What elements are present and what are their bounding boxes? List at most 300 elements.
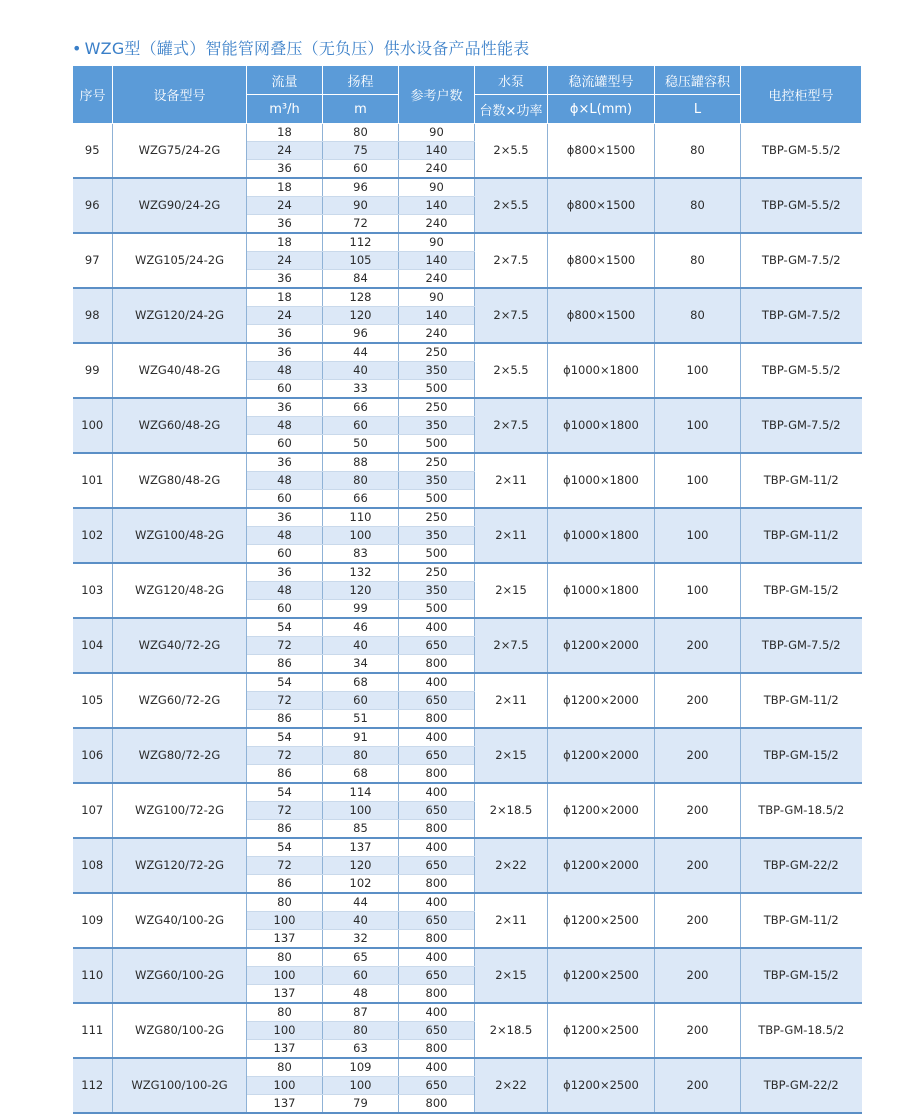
cell-flow: 100	[247, 967, 323, 985]
cell-head: 44	[323, 893, 399, 912]
cell-households: 800	[399, 1095, 475, 1114]
cell-flow: 36	[247, 343, 323, 362]
cell-pump: 2×11	[475, 893, 548, 948]
table-row	[73, 728, 862, 747]
cell-cabinet: TBP-GM-7.5/2	[741, 288, 862, 343]
cell-pump: 2×7.5	[475, 618, 548, 673]
cell-flow: 80	[247, 893, 323, 912]
cell-households: 400	[399, 728, 475, 747]
cell-flow: 86	[247, 710, 323, 729]
cell-households: 140	[399, 307, 475, 325]
cell-flow: 72	[247, 637, 323, 655]
header-flow: 流量	[247, 66, 323, 95]
cell-seq: 105	[73, 673, 113, 728]
cell-households: 350	[399, 417, 475, 435]
header-seq: 序号	[73, 66, 113, 124]
cell-head: 66	[323, 398, 399, 417]
cell-flow: 137	[247, 930, 323, 949]
cell-volume: 80	[655, 288, 741, 343]
cell-pump: 2×7.5	[475, 398, 548, 453]
table-row-group	[73, 343, 862, 398]
cell-head: 60	[323, 692, 399, 710]
cell-volume: 200	[655, 673, 741, 728]
cell-head: 112	[323, 233, 399, 252]
cell-model: WZG80/100-2G	[113, 1003, 247, 1058]
cell-households: 650	[399, 912, 475, 930]
cell-households: 400	[399, 1058, 475, 1077]
cell-households: 400	[399, 1003, 475, 1022]
cell-households: 400	[399, 783, 475, 802]
cell-volume: 200	[655, 1058, 741, 1113]
cell-model: WZG40/48-2G	[113, 343, 247, 398]
cell-pump: 2×18.5	[475, 783, 548, 838]
table-row	[73, 178, 862, 197]
cell-flow: 80	[247, 948, 323, 967]
table-row-group	[73, 508, 862, 563]
cell-cabinet: TBP-GM-15/2	[741, 728, 862, 783]
cell-tank: ϕ1000×1800	[548, 398, 655, 453]
cell-tank: ϕ1200×2500	[548, 1003, 655, 1058]
cell-flow: 60	[247, 380, 323, 399]
cell-flow: 54	[247, 783, 323, 802]
cell-households: 650	[399, 637, 475, 655]
cell-flow: 18	[247, 178, 323, 197]
cell-flow: 48	[247, 362, 323, 380]
cell-tank: ϕ1200×2000	[548, 783, 655, 838]
cell-seq: 101	[73, 453, 113, 508]
table-header	[73, 66, 862, 124]
cell-flow: 54	[247, 618, 323, 637]
cell-head: 120	[323, 307, 399, 325]
cell-tank: ϕ1000×1800	[548, 453, 655, 508]
cell-households: 250	[399, 563, 475, 582]
cell-flow: 72	[247, 857, 323, 875]
cell-model: WZG75/24-2G	[113, 124, 247, 179]
cell-head: 87	[323, 1003, 399, 1022]
cell-households: 800	[399, 655, 475, 674]
cell-households: 400	[399, 618, 475, 637]
cell-head: 65	[323, 948, 399, 967]
cell-seq: 102	[73, 508, 113, 563]
cell-flow: 137	[247, 1095, 323, 1114]
table-row	[73, 1058, 862, 1077]
cell-head: 99	[323, 600, 399, 619]
cell-pump: 2×7.5	[475, 233, 548, 288]
cell-flow: 36	[247, 215, 323, 234]
cell-pump: 2×5.5	[475, 343, 548, 398]
table-row-group	[73, 124, 862, 179]
cell-volume: 80	[655, 178, 741, 233]
cell-volume: 200	[655, 893, 741, 948]
cell-flow: 100	[247, 1022, 323, 1040]
cell-pump: 2×5.5	[475, 124, 548, 179]
cell-head: 120	[323, 582, 399, 600]
page-title	[72, 36, 529, 59]
table-row-group	[73, 948, 862, 1003]
cell-flow: 60	[247, 490, 323, 509]
cell-cabinet: TBP-GM-11/2	[741, 508, 862, 563]
table-row	[73, 673, 862, 692]
table-row	[73, 893, 862, 912]
cell-volume: 80	[655, 233, 741, 288]
cell-head: 128	[323, 288, 399, 307]
cell-seq: 97	[73, 233, 113, 288]
cell-seq: 108	[73, 838, 113, 893]
cell-head: 68	[323, 765, 399, 784]
cell-model: WZG120/24-2G	[113, 288, 247, 343]
cell-volume: 80	[655, 124, 741, 179]
cell-households: 500	[399, 490, 475, 509]
cell-head: 80	[323, 472, 399, 490]
cell-flow: 36	[247, 160, 323, 179]
cell-tank: ϕ1200×2500	[548, 893, 655, 948]
cell-flow: 54	[247, 728, 323, 747]
table-row	[73, 233, 862, 252]
cell-cabinet: TBP-GM-11/2	[741, 893, 862, 948]
cell-head: 83	[323, 545, 399, 564]
cell-head: 50	[323, 435, 399, 454]
header-cabinet: 电控柜型号	[741, 66, 862, 124]
cell-households: 240	[399, 270, 475, 289]
cell-flow: 24	[247, 197, 323, 215]
cell-head: 100	[323, 802, 399, 820]
cell-households: 500	[399, 380, 475, 399]
table-row	[73, 563, 862, 582]
cell-pump: 2×11	[475, 673, 548, 728]
cell-pump: 2×5.5	[475, 178, 548, 233]
table-row-group	[73, 618, 862, 673]
table-row-group	[73, 288, 862, 343]
cell-seq: 99	[73, 343, 113, 398]
cell-seq: 112	[73, 1058, 113, 1113]
cell-flow: 48	[247, 582, 323, 600]
table-row-group	[73, 233, 862, 288]
cell-flow: 36	[247, 270, 323, 289]
cell-head: 100	[323, 1077, 399, 1095]
cell-cabinet: TBP-GM-18.5/2	[741, 783, 862, 838]
cell-flow: 60	[247, 600, 323, 619]
cell-volume: 100	[655, 398, 741, 453]
cell-cabinet: TBP-GM-15/2	[741, 563, 862, 618]
cell-flow: 72	[247, 692, 323, 710]
header-flow-unit: m³/h	[247, 95, 323, 124]
cell-flow: 36	[247, 453, 323, 472]
cell-head: 90	[323, 197, 399, 215]
cell-cabinet: TBP-GM-7.5/2	[741, 398, 862, 453]
performance-table	[72, 65, 862, 1114]
cell-flow: 36	[247, 508, 323, 527]
table-row	[73, 453, 862, 472]
table-row	[73, 618, 862, 637]
cell-head: 132	[323, 563, 399, 582]
cell-flow: 18	[247, 233, 323, 252]
cell-tank: ϕ800×1500	[548, 178, 655, 233]
cell-model: WZG80/48-2G	[113, 453, 247, 508]
cell-flow: 18	[247, 288, 323, 307]
cell-tank: ϕ800×1500	[548, 288, 655, 343]
cell-households: 250	[399, 398, 475, 417]
table-row	[73, 1003, 862, 1022]
table-row	[73, 948, 862, 967]
cell-households: 800	[399, 875, 475, 894]
cell-pump: 2×11	[475, 453, 548, 508]
cell-head: 96	[323, 325, 399, 344]
cell-head: 105	[323, 252, 399, 270]
cell-tank: ϕ1200×2000	[548, 673, 655, 728]
cell-model: WZG60/100-2G	[113, 948, 247, 1003]
cell-seq: 96	[73, 178, 113, 233]
cell-seq: 107	[73, 783, 113, 838]
cell-head: 44	[323, 343, 399, 362]
cell-tank: ϕ1000×1800	[548, 508, 655, 563]
cell-flow: 80	[247, 1003, 323, 1022]
cell-households: 650	[399, 857, 475, 875]
cell-head: 110	[323, 508, 399, 527]
cell-households: 90	[399, 288, 475, 307]
cell-head: 51	[323, 710, 399, 729]
cell-households: 90	[399, 233, 475, 252]
cell-households: 240	[399, 160, 475, 179]
header-households: 参考户数	[399, 66, 475, 124]
cell-households: 90	[399, 124, 475, 142]
cell-cabinet: TBP-GM-18.5/2	[741, 1003, 862, 1058]
cell-head: 66	[323, 490, 399, 509]
cell-flow: 86	[247, 820, 323, 839]
cell-households: 350	[399, 527, 475, 545]
page-title-text: WZG型（罐式）智能管网叠压（无负压）供水设备产品性能表	[84, 39, 530, 58]
cell-model: WZG105/24-2G	[113, 233, 247, 288]
cell-tank: ϕ1000×1800	[548, 343, 655, 398]
cell-seq: 110	[73, 948, 113, 1003]
cell-cabinet: TBP-GM-5.5/2	[741, 124, 862, 179]
cell-households: 800	[399, 930, 475, 949]
table-row	[73, 398, 862, 417]
cell-model: WZG120/72-2G	[113, 838, 247, 893]
cell-flow: 72	[247, 747, 323, 765]
cell-head: 63	[323, 1040, 399, 1059]
cell-households: 800	[399, 820, 475, 839]
table-row-group	[73, 453, 862, 508]
cell-seq: 111	[73, 1003, 113, 1058]
cell-pump: 2×22	[475, 1058, 548, 1113]
cell-head: 79	[323, 1095, 399, 1114]
cell-seq: 104	[73, 618, 113, 673]
table-row	[73, 838, 862, 857]
cell-pump: 2×7.5	[475, 288, 548, 343]
cell-head: 80	[323, 1022, 399, 1040]
cell-model: WZG60/48-2G	[113, 398, 247, 453]
cell-head: 60	[323, 417, 399, 435]
header-tank: 稳流罐型号	[548, 66, 655, 95]
cell-seq: 106	[73, 728, 113, 783]
cell-volume: 200	[655, 618, 741, 673]
cell-households: 250	[399, 453, 475, 472]
cell-head: 91	[323, 728, 399, 747]
cell-model: WZG120/48-2G	[113, 563, 247, 618]
header-pump: 水泵	[475, 66, 548, 95]
cell-head: 34	[323, 655, 399, 674]
table-row-group	[73, 1003, 862, 1058]
cell-cabinet: TBP-GM-11/2	[741, 453, 862, 508]
cell-volume: 200	[655, 783, 741, 838]
header-model: 设备型号	[113, 66, 247, 124]
cell-volume: 100	[655, 563, 741, 618]
cell-households: 650	[399, 802, 475, 820]
cell-pump: 2×15	[475, 728, 548, 783]
cell-households: 240	[399, 215, 475, 234]
cell-households: 400	[399, 893, 475, 912]
cell-head: 100	[323, 527, 399, 545]
cell-flow: 100	[247, 912, 323, 930]
cell-head: 40	[323, 637, 399, 655]
cell-households: 140	[399, 142, 475, 160]
cell-cabinet: TBP-GM-7.5/2	[741, 618, 862, 673]
header-tank-unit: ϕ×L(mm)	[548, 95, 655, 124]
table-row-group	[73, 1058, 862, 1113]
cell-flow: 86	[247, 765, 323, 784]
cell-households: 400	[399, 948, 475, 967]
cell-volume: 100	[655, 508, 741, 563]
cell-flow: 54	[247, 673, 323, 692]
cell-households: 400	[399, 838, 475, 857]
cell-head: 109	[323, 1058, 399, 1077]
cell-households: 800	[399, 710, 475, 729]
header-head: 扬程	[323, 66, 399, 95]
table-row-group	[73, 673, 862, 728]
cell-cabinet: TBP-GM-5.5/2	[741, 343, 862, 398]
header-pump-unit: 台数×功率	[475, 95, 548, 124]
cell-flow: 100	[247, 1077, 323, 1095]
cell-model: WZG40/100-2G	[113, 893, 247, 948]
cell-pump: 2×18.5	[475, 1003, 548, 1058]
cell-head: 114	[323, 783, 399, 802]
cell-flow: 18	[247, 124, 323, 142]
cell-head: 85	[323, 820, 399, 839]
cell-volume: 100	[655, 453, 741, 508]
cell-tank: ϕ800×1500	[548, 124, 655, 179]
cell-head: 46	[323, 618, 399, 637]
cell-flow: 137	[247, 985, 323, 1004]
cell-flow: 72	[247, 802, 323, 820]
cell-flow: 36	[247, 325, 323, 344]
cell-flow: 80	[247, 1058, 323, 1077]
table-row-group	[73, 838, 862, 893]
cell-flow: 36	[247, 398, 323, 417]
table-row-group	[73, 728, 862, 783]
table-row-group	[73, 783, 862, 838]
header-volume: 稳压罐容积	[655, 66, 741, 95]
cell-flow: 48	[247, 527, 323, 545]
table-row-group	[73, 893, 862, 948]
cell-households: 250	[399, 508, 475, 527]
cell-model: WZG90/24-2G	[113, 178, 247, 233]
cell-head: 120	[323, 857, 399, 875]
cell-households: 140	[399, 252, 475, 270]
cell-volume: 200	[655, 838, 741, 893]
cell-households: 650	[399, 1077, 475, 1095]
cell-households: 350	[399, 362, 475, 380]
cell-head: 60	[323, 967, 399, 985]
cell-flow: 36	[247, 563, 323, 582]
cell-head: 84	[323, 270, 399, 289]
cell-model: WZG100/72-2G	[113, 783, 247, 838]
table-row	[73, 783, 862, 802]
cell-seq: 100	[73, 398, 113, 453]
cell-head: 32	[323, 930, 399, 949]
cell-cabinet: TBP-GM-7.5/2	[741, 233, 862, 288]
table-row	[73, 124, 862, 142]
cell-cabinet: TBP-GM-22/2	[741, 838, 862, 893]
cell-head: 102	[323, 875, 399, 894]
cell-tank: ϕ800×1500	[548, 233, 655, 288]
cell-model: WZG80/72-2G	[113, 728, 247, 783]
table-row-group	[73, 398, 862, 453]
cell-seq: 103	[73, 563, 113, 618]
cell-volume: 200	[655, 728, 741, 783]
cell-head: 33	[323, 380, 399, 399]
header-volume-unit: L	[655, 95, 741, 124]
cell-flow: 60	[247, 545, 323, 564]
cell-households: 90	[399, 178, 475, 197]
cell-model: WZG100/48-2G	[113, 508, 247, 563]
cell-households: 500	[399, 435, 475, 454]
cell-households: 800	[399, 985, 475, 1004]
cell-flow: 86	[247, 655, 323, 674]
cell-tank: ϕ1200×2500	[548, 1058, 655, 1113]
cell-flow: 137	[247, 1040, 323, 1059]
cell-tank: ϕ1200×2000	[548, 728, 655, 783]
cell-tank: ϕ1000×1800	[548, 563, 655, 618]
cell-households: 800	[399, 765, 475, 784]
cell-head: 60	[323, 160, 399, 179]
table-row-group	[73, 178, 862, 233]
cell-model: WZG60/72-2G	[113, 673, 247, 728]
cell-flow: 24	[247, 307, 323, 325]
cell-volume: 200	[655, 948, 741, 1003]
cell-tank: ϕ1200×2000	[548, 618, 655, 673]
cell-head: 96	[323, 178, 399, 197]
bullet-dot-icon: •	[72, 39, 82, 58]
header-head-unit: m	[323, 95, 399, 124]
cell-model: WZG40/72-2G	[113, 618, 247, 673]
cell-households: 800	[399, 1040, 475, 1059]
cell-cabinet: TBP-GM-22/2	[741, 1058, 862, 1113]
cell-flow: 54	[247, 838, 323, 857]
cell-flow: 48	[247, 417, 323, 435]
cell-households: 140	[399, 197, 475, 215]
cell-model: WZG100/100-2G	[113, 1058, 247, 1113]
cell-households: 650	[399, 747, 475, 765]
cell-cabinet: TBP-GM-11/2	[741, 673, 862, 728]
cell-seq: 109	[73, 893, 113, 948]
cell-cabinet: TBP-GM-5.5/2	[741, 178, 862, 233]
cell-households: 240	[399, 325, 475, 344]
cell-flow: 86	[247, 875, 323, 894]
cell-households: 350	[399, 472, 475, 490]
cell-households: 650	[399, 692, 475, 710]
cell-head: 88	[323, 453, 399, 472]
cell-flow: 24	[247, 252, 323, 270]
cell-flow: 60	[247, 435, 323, 454]
cell-head: 40	[323, 912, 399, 930]
cell-head: 80	[323, 747, 399, 765]
table-row	[73, 508, 862, 527]
cell-households: 350	[399, 582, 475, 600]
cell-head: 137	[323, 838, 399, 857]
table-row	[73, 343, 862, 362]
cell-tank: ϕ1200×2000	[548, 838, 655, 893]
cell-cabinet: TBP-GM-15/2	[741, 948, 862, 1003]
